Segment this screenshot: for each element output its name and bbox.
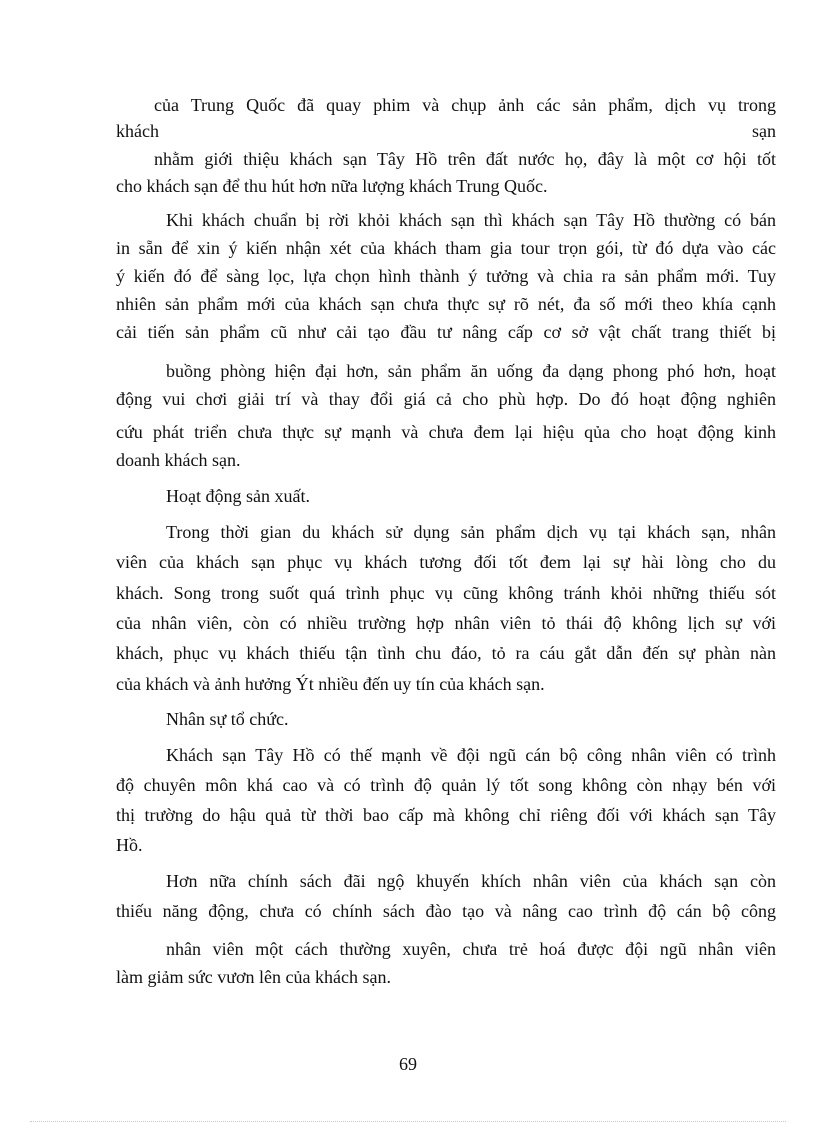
text-line: doanh khách sạn.: [116, 450, 241, 470]
text-line: độ chuyên môn khá cao và có trình độ quản lý tốt song không còn nhạy bén với: [116, 775, 776, 795]
text-line: thị trường do hậu quả từ thời bao cấp mà không chỉ riêng đối với khách sạn Tây: [116, 805, 776, 825]
page-bottom-divider: [30, 1121, 786, 1122]
text-line: viên của khách sạn phục vụ khách tương đối tốt đem lại sự hài lòng cho du: [116, 552, 776, 572]
text-line: ý kiến đó để sàng lọc, lựa chọn hình thành ý tưởng và chia ra sản phẩm mới. Tuy: [116, 266, 776, 286]
text-line: khách. Song trong suốt quá trình phục vụ cũng không tránh khỏi những thiếu sót: [116, 583, 776, 603]
text-line: Hơn nữa chính sách đãi ngộ khuyến khích nhân viên của khách sạn còn: [166, 871, 776, 891]
section-heading: Hoạt động sản xuất.: [166, 486, 310, 506]
text-line: nhằm giới thiệu khách sạn Tây Hồ trên đất nước họ, đây là một cơ hội tốt: [154, 149, 776, 169]
text-line: nhân viên một cách thường xuyên, chưa trẻ hoá được đội ngũ nhân viên: [166, 939, 776, 959]
text-line: cho khách sạn để thu hút hơn nữa lượng khách Trung Quốc.: [116, 176, 548, 196]
text-line: của nhân viên, còn có nhiều trường hợp nhân viên tỏ thái độ không lịch sự với: [116, 613, 776, 633]
text-line: làm giảm sức vươn lên của khách sạn.: [116, 967, 391, 987]
text-line: nhiên sản phẩm mới của khách sạn chưa thực sự rõ nét, đa số mới theo khía cạnh: [116, 294, 776, 314]
text-line: buồng phòng hiện đại hơn, sản phẩm ăn uống đa dạng phong phó hơn, hoạt: [166, 361, 776, 381]
text-line: khách, phục vụ khách thiếu tận tình chu đáo, tỏ ra cáu gắt dẫn đến sự phàn nàn: [116, 643, 776, 663]
text-line: của Trung Quốc đã quay phim và chụp ảnh các sản phẩm, dịch vụ trong: [154, 95, 776, 115]
text-line: Khi khách chuẩn bị rời khỏi khách sạn thì khách sạn Tây Hồ thường có bán: [166, 210, 776, 230]
page-number: 69: [399, 1054, 417, 1074]
text-line: in sẵn để xin ý kiến nhận xét của khách tham gia tour trọn gói, từ đó dựa vào các: [116, 238, 776, 258]
text-line: cải tiến sản phẩm cũ như cải tạo đầu tư nâng cấp cơ sở vật chất trang thiết bị: [116, 322, 776, 342]
text-line: Khách sạn Tây Hồ có thế mạnh về đội ngũ cán bộ công nhân viên có trình: [166, 745, 776, 765]
text-line: khách sạn: [116, 121, 776, 141]
text-line: của khách và ảnh hưởng Ýt nhiều đến uy tín của khách sạn.: [116, 674, 545, 694]
text-line: Trong thời gian du khách sử dụng sản phẩm dịch vụ tại khách sạn, nhân: [166, 522, 776, 542]
text-line: Hồ.: [116, 835, 143, 855]
text-line: thiếu năng động, chưa có chính sách đào tạo và nâng cao trình độ cán bộ công: [116, 901, 776, 921]
section-heading: Nhân sự tổ chức.: [166, 709, 289, 729]
text-line: cứu phát triển chưa thực sự mạnh và chưa đem lại hiệu qủa cho hoạt động kinh: [116, 422, 776, 442]
text-line: động vui chơi giải trí và thay đổi giá cả cho phù hợp. Do đó hoạt động nghiên: [116, 389, 776, 409]
